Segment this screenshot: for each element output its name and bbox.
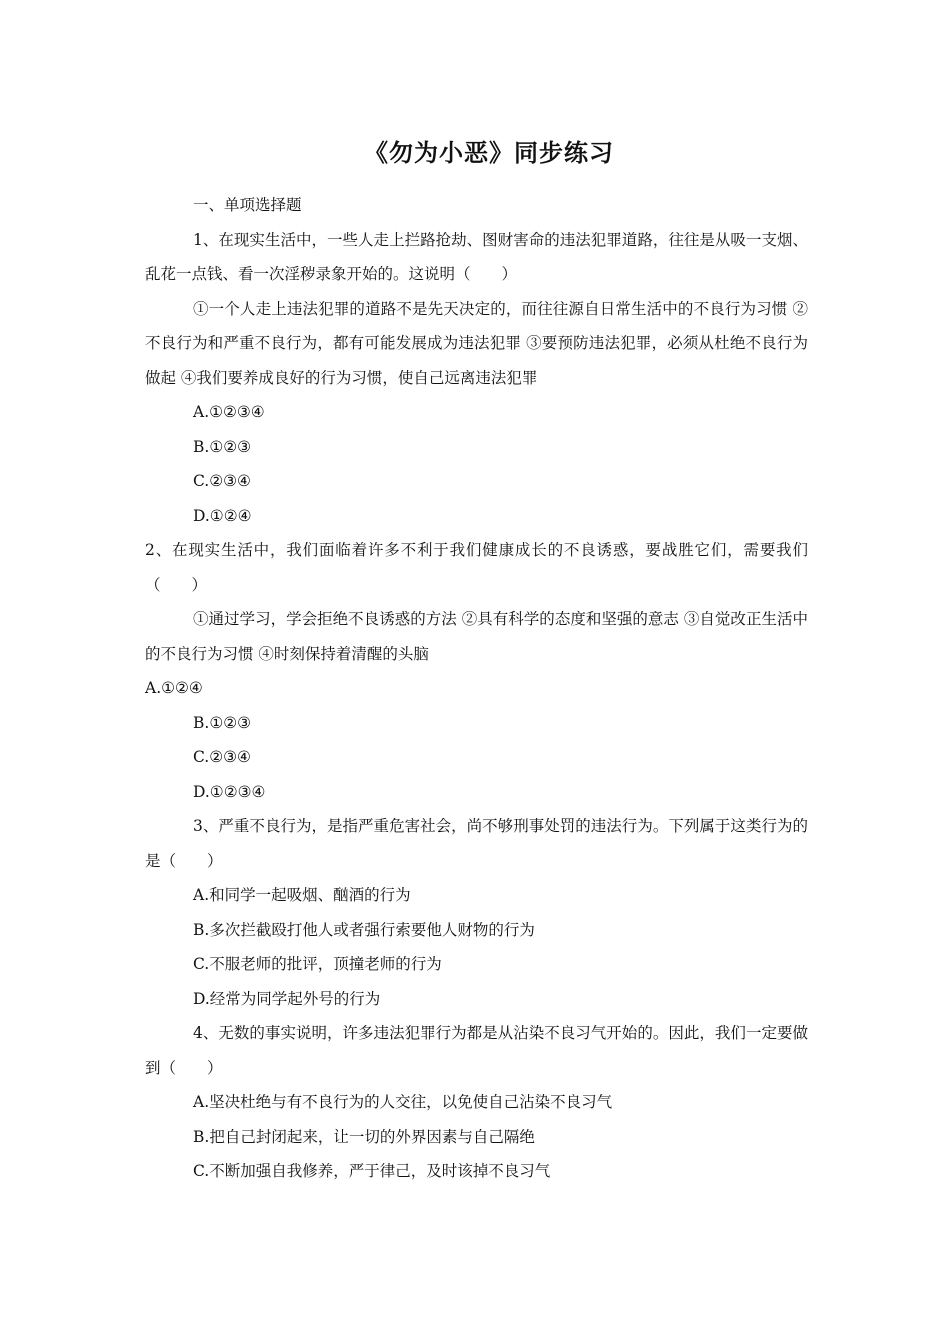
question-2-option-d: D.①②③④ (193, 782, 266, 801)
question-3-stem: 3、严重不良行为，是指严重危害社会，尚不够刑事处罚的违法行为。下列属于这类行为的是（ ） (145, 817, 808, 870)
document-body (145, 188, 808, 1189)
document-title: 《勿为小恶》同步练习 (364, 139, 614, 167)
question-2-stem: 2、在现实生活中，我们面临着许多不利于我们健康成长的不良诱惑，要战胜它们，需要我们（ ） (145, 541, 808, 594)
question-1-option-c: C.②③④ (193, 472, 251, 490)
question-2-statements: ①通过学习，学会拒绝不良诱惑的方法 ②具有科学的态度和坚强的意志 ③自觉改正生活中的不良行为习惯 ④时刻保持着清醒的头脑 (145, 610, 808, 663)
question-1-stem: 1、在现实生活中，一些人走上拦路抢劫、图财害命的违法犯罪道路，往往是从吸一支烟、乱花一点钱、看一次淫秽录象开始的。这说明（ ） (145, 230, 808, 283)
question-4-stem: 4、无数的事实说明，许多违法犯罪行为都是从沾染不良习气开始的。因此，我们一定要做到（ ） (145, 1024, 808, 1077)
question-4-option-c: C.不断加强自我修养，严于律己，及时该掉不良习气 (193, 1162, 551, 1180)
question-1-option-a: A.①②③④ (193, 403, 265, 421)
question-1-option-d: D.①②④ (193, 506, 252, 525)
question-3-option-d: D.经常为同学起外号的行为 (193, 989, 381, 1008)
question-1-option-b: B.①②③ (193, 437, 252, 456)
question-2-option-c: C.②③④ (193, 748, 251, 766)
question-2-option-a: A.①②④ (145, 679, 203, 697)
question-1-statements: ①一个人走上违法犯罪的道路不是先天决定的，而往往源自日常生活中的不良行为习惯 ②不良行为和严重不良行为，都有可能发展成为违法犯罪 ③要预防违法犯罪，必须从杜绝不良行为做起 ④我们要养成良好的行为习惯，使自己远离违法犯罪 (145, 299, 808, 387)
section-heading: 一、单项选择题 (193, 196, 302, 214)
question-3-option-a: A.和同学一起吸烟、酗酒的行为 (193, 886, 411, 904)
question-3-option-b: B.多次拦截殴打他人或者强行索要他人财物的行为 (193, 920, 535, 939)
question-3-option-c: C.不服老师的批评，顶撞老师的行为 (193, 955, 442, 973)
question-2-option-b: B.①②③ (193, 713, 252, 732)
question-4-option-a: A.坚决杜绝与有不良行为的人交往，以免使自己沾染不良习气 (193, 1093, 613, 1111)
question-4-option-b: B.把自己封闭起来，让一切的外界因素与自己隔绝 (193, 1127, 535, 1146)
